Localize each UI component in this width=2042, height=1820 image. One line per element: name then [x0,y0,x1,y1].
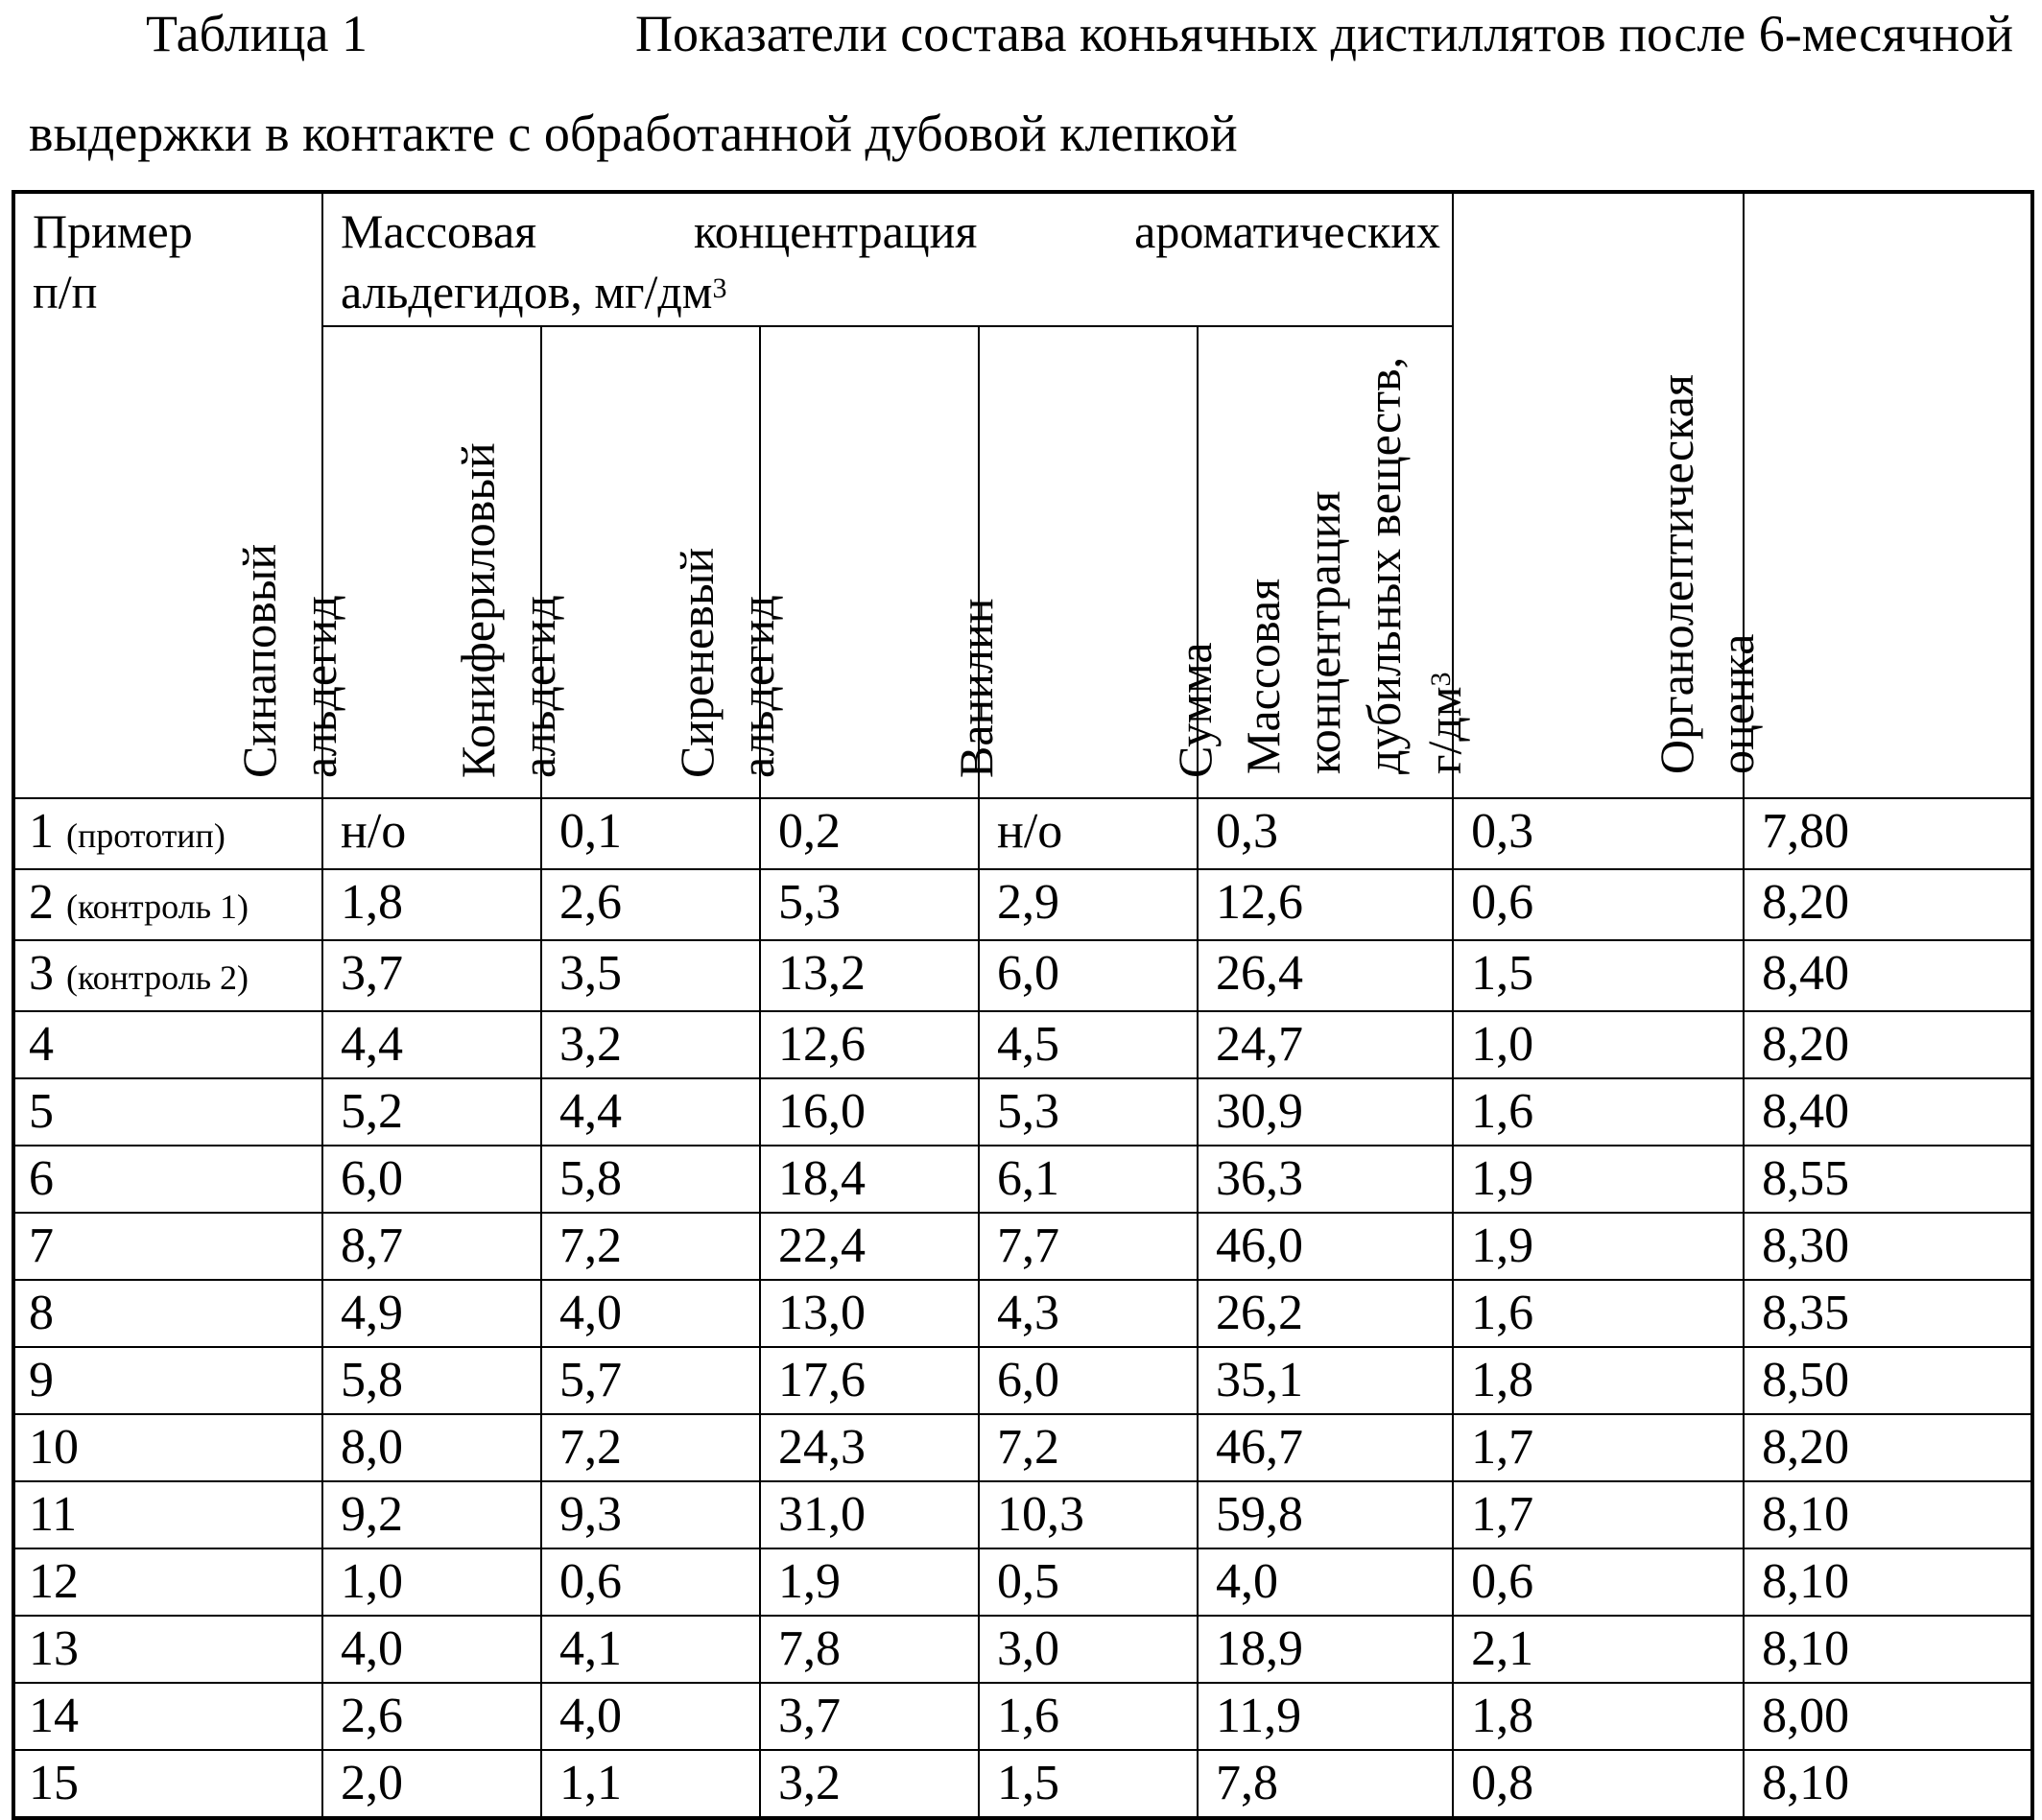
cell-example [13,1146,322,1213]
cell-sum: 11,9 [1198,1683,1453,1750]
header-sinapic-line1: Синаповый [232,543,286,778]
cell-vanillin: 6,1 [979,1146,1198,1213]
table-row [13,1078,2032,1146]
table-row [13,1280,2032,1347]
cell-score: 8,55 [1744,1146,2032,1213]
header-coniferyl-line1: Конифериловый [451,442,505,778]
cell-example [13,1750,322,1818]
cell-sinapic: 6,0 [322,1146,541,1213]
cell-example [13,940,322,1011]
example-number: 12 [29,1554,79,1609]
cell-sum: 26,2 [1198,1280,1453,1347]
cell-score: 8,50 [1744,1347,2032,1414]
cell-syringic: 7,8 [760,1616,979,1683]
header-sum-line1: Сумма [1168,642,1222,778]
cell-sum: 18,9 [1198,1616,1453,1683]
cell-syringic: 12,6 [760,1011,979,1078]
cell-vanillin: 10,3 [979,1481,1198,1548]
cell-sum: 12,6 [1198,869,1453,940]
cell-sum: 26,4 [1198,940,1453,1011]
cell-sinapic: 4,9 [322,1280,541,1347]
cell-sinapic: 8,7 [322,1213,541,1280]
header-aldehydes-word-3: ароматических [1134,204,1441,258]
cell-example [13,869,322,940]
header-organoleptic-line2: оценка [1710,633,1765,774]
header-example-line2: п/п [33,265,98,319]
header-coniferyl-line2: альдегид [511,595,565,778]
cell-sinapic: 9,2 [322,1481,541,1548]
cell-example [13,1481,322,1548]
cell-sum: 35,1 [1198,1347,1453,1414]
cell-sum: 24,7 [1198,1011,1453,1078]
cell-coniferyl: 5,7 [541,1347,760,1414]
cell-syringic: 22,4 [760,1213,979,1280]
example-number: 10 [29,1420,79,1475]
cell-example [13,798,322,869]
cell-sinapic: 1,0 [322,1548,541,1616]
cell-vanillin: н/о [979,798,1198,869]
cell-score: 8,35 [1744,1280,2032,1347]
header-row-top [13,192,2032,326]
example-number: 6 [29,1151,54,1206]
cell-example [13,1011,322,1078]
example-number: 2 [29,875,54,930]
cell-example [13,1414,322,1481]
cell-tannins: 1,0 [1453,1011,1744,1078]
cell-tannins: 0,8 [1453,1750,1744,1818]
table-row [13,1616,2032,1683]
cell-tannins: 1,5 [1453,940,1744,1011]
cell-example [13,1280,322,1347]
cell-vanillin: 6,0 [979,940,1198,1011]
cell-sum: 30,9 [1198,1078,1453,1146]
cell-sum: 7,8 [1198,1750,1453,1818]
example-number: 1 [29,804,54,859]
cell-coniferyl: 9,3 [541,1481,760,1548]
cell-syringic: 18,4 [760,1146,979,1213]
header-example-line1: Пример [33,204,193,258]
cell-coniferyl: 7,2 [541,1213,760,1280]
cell-sinapic: н/о [322,798,541,869]
example-number: 11 [29,1487,78,1542]
cell-vanillin: 2,9 [979,869,1198,940]
cell-syringic: 13,0 [760,1280,979,1347]
cell-syringic: 24,3 [760,1414,979,1481]
cell-vanillin: 1,5 [979,1750,1198,1818]
cell-score: 8,20 [1744,1414,2032,1481]
cell-syringic: 17,6 [760,1347,979,1414]
header-aldehydes-word-2: концентрация [693,204,978,258]
example-number: 13 [29,1621,79,1676]
example-number: 7 [29,1218,54,1273]
cell-vanillin: 3,0 [979,1616,1198,1683]
table-row [13,1548,2032,1616]
cell-sinapic: 2,6 [322,1683,541,1750]
header-aldehydes-word-1: Массовая [341,204,537,258]
cell-sinapic: 5,2 [322,1078,541,1146]
cell-syringic: 13,2 [760,940,979,1011]
header-vanillin-line1: Ванилин [949,598,1003,778]
header-tannins-line2: концентрация [1296,490,1351,774]
header-syringic-line1: Сиреневый [670,547,724,778]
cell-tannins: 1,6 [1453,1280,1744,1347]
cell-sum: 0,3 [1198,798,1453,869]
data-table [12,190,2034,1820]
cell-tannins: 0,6 [1453,1548,1744,1616]
cell-tannins: 1,8 [1453,1347,1744,1414]
table-caption-label: Таблица 1 [146,5,368,62]
header-tannins-line1: Массовая [1236,578,1291,774]
cell-tannins: 1,9 [1453,1146,1744,1213]
header-organoleptic [1650,192,2032,798]
cell-tannins: 0,3 [1453,798,1744,869]
header-organoleptic-line1: Органолептическая [1650,374,1704,774]
header-aldehydes-sup: 3 [712,272,727,304]
cell-example [13,1616,322,1683]
example-number: 15 [29,1756,79,1810]
cell-vanillin: 6,0 [979,1347,1198,1414]
cell-score: 8,10 [1744,1548,2032,1616]
header-aldehydes-line2: альдегидов, мг/дм [341,265,713,319]
cell-sum: 4,0 [1198,1548,1453,1616]
table-row [13,1347,2032,1414]
example-number: 8 [29,1286,54,1340]
cell-example [13,1683,322,1750]
cell-sinapic: 8,0 [322,1414,541,1481]
cell-sinapic: 5,8 [322,1347,541,1414]
cell-score: 8,20 [1744,1011,2032,1078]
cell-tannins: 1,8 [1453,1683,1744,1750]
cell-sum: 36,3 [1198,1146,1453,1213]
cell-tannins: 0,6 [1453,869,1744,940]
cell-coniferyl: 7,2 [541,1414,760,1481]
cell-tannins: 2,1 [1453,1616,1744,1683]
cell-vanillin: 4,3 [979,1280,1198,1347]
table-row [13,1683,2032,1750]
cell-sinapic: 3,7 [322,940,541,1011]
cell-syringic: 31,0 [760,1481,979,1548]
example-number: 5 [29,1084,54,1139]
cell-vanillin: 1,6 [979,1683,1198,1750]
cell-score: 8,40 [1744,940,2032,1011]
cell-sinapic: 2,0 [322,1750,541,1818]
header-sum [1168,326,1453,798]
cell-score: 8,10 [1744,1616,2032,1683]
cell-tannins: 1,9 [1453,1213,1744,1280]
cell-coniferyl: 5,8 [541,1146,760,1213]
example-number: 9 [29,1353,54,1407]
table-row [13,1750,2032,1818]
cell-coniferyl: 0,6 [541,1548,760,1616]
cell-score: 8,40 [1744,1078,2032,1146]
cell-tannins: 1,7 [1453,1414,1744,1481]
cell-vanillin: 5,3 [979,1078,1198,1146]
cell-vanillin: 7,7 [979,1213,1198,1280]
header-tannins-line4: г/дм [1417,686,1472,774]
example-note: (контроль 2) [66,958,249,997]
cell-coniferyl: 4,0 [541,1280,760,1347]
table-row [13,1481,2032,1548]
header-tannins-sup: 3 [1425,672,1458,687]
table-body [13,798,2032,1818]
cell-sinapic: 4,4 [322,1011,541,1078]
table-caption-title: Показатели состава коньячных дистиллятов после 6-месячной [635,5,2013,62]
table-caption-line-2: выдержки в контакте с обработанной дубовой клепкой [29,105,1238,162]
cell-coniferyl: 4,1 [541,1616,760,1683]
cell-vanillin: 7,2 [979,1414,1198,1481]
cell-score: 8,10 [1744,1481,2032,1548]
cell-sum: 46,7 [1198,1414,1453,1481]
table-row [13,940,2032,1011]
table-row [13,1213,2032,1280]
cell-syringic: 1,9 [760,1548,979,1616]
cell-sinapic: 4,0 [322,1616,541,1683]
cell-tannins: 1,6 [1453,1078,1744,1146]
cell-sinapic: 1,8 [322,869,541,940]
cell-syringic: 16,0 [760,1078,979,1146]
header-aldehydes [322,192,1453,326]
cell-tannins: 1,7 [1453,1481,1744,1548]
table-row [13,798,2032,869]
table-caption-line-1 [29,5,2013,62]
cell-coniferyl: 3,2 [541,1011,760,1078]
cell-syringic: 5,3 [760,869,979,940]
cell-syringic: 3,2 [760,1750,979,1818]
table-row [13,1414,2032,1481]
header-syringic-line2: альдегид [730,595,784,778]
example-number: 3 [29,946,54,1001]
example-number: 14 [29,1689,79,1743]
table-row [13,869,2032,940]
cell-coniferyl: 3,5 [541,940,760,1011]
cell-sum: 59,8 [1198,1481,1453,1548]
example-note: (прототип) [66,816,226,855]
cell-coniferyl: 4,4 [541,1078,760,1146]
cell-example [13,1548,322,1616]
cell-example [13,1347,322,1414]
cell-coniferyl: 2,6 [541,869,760,940]
cell-sum: 46,0 [1198,1213,1453,1280]
header-tannins-line3: дубильных веществ, [1357,356,1412,774]
cell-example [13,1213,322,1280]
cell-score: 7,80 [1744,798,2032,869]
table-row [13,1011,2032,1078]
cell-score: 8,20 [1744,869,2032,940]
cell-syringic: 3,7 [760,1683,979,1750]
cell-syringic: 0,2 [760,798,979,869]
cell-coniferyl: 0,1 [541,798,760,869]
example-number: 4 [29,1017,54,1072]
cell-score: 8,30 [1744,1213,2032,1280]
cell-example [13,1078,322,1146]
example-note: (контроль 1) [66,887,249,926]
table-row [13,1146,2032,1213]
cell-vanillin: 0,5 [979,1548,1198,1616]
cell-coniferyl: 4,0 [541,1683,760,1750]
cell-score: 8,10 [1744,1750,2032,1818]
cell-coniferyl: 1,1 [541,1750,760,1818]
cell-score: 8,00 [1744,1683,2032,1750]
header-sinapic-line2: альдегид [293,595,346,778]
cell-vanillin: 4,5 [979,1011,1198,1078]
